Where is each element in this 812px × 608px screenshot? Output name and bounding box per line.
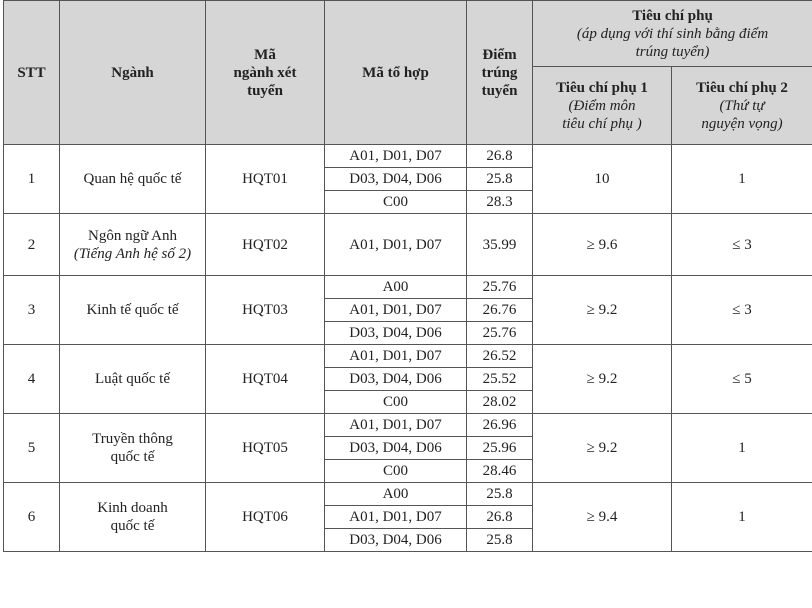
cell-tieu-chi-phu-1: ≥ 9.6: [533, 214, 672, 276]
cell-tieu-chi-phu-2: ≤ 3: [672, 276, 812, 345]
cell-diem: 28.3: [467, 191, 533, 214]
table-row: [4, 214, 812, 276]
table-row: [4, 483, 812, 506]
table-row: [4, 145, 812, 168]
cell-ma-to-hop: C00: [325, 391, 467, 414]
header-ma-to-hop: Mã tổ hợp: [325, 1, 467, 145]
cell-tieu-chi-phu-1: ≥ 9.2: [533, 345, 672, 414]
table-row: [4, 345, 812, 368]
cell-nganh: Ngôn ngữ Anh (Tiếng Anh hệ số 2): [60, 214, 206, 276]
table-body: [4, 145, 812, 552]
cell-tieu-chi-phu-1: ≥ 9.2: [533, 414, 672, 483]
cell-nganh: Kinh doanh quốc tế: [60, 483, 206, 552]
cell-ma-to-hop: C00: [325, 460, 467, 483]
cell-ma-to-hop: A00: [325, 276, 467, 299]
cell-stt: 6: [4, 483, 60, 552]
cell-tieu-chi-phu-1: ≥ 9.4: [533, 483, 672, 552]
cell-tieu-chi-phu-2: 1: [672, 145, 812, 214]
header-tieu-chi-phu-1: Tiêu chí phụ 1 (Điểm môn tiêu chí phụ ): [533, 67, 672, 145]
cell-ma-to-hop: D03, D04, D06: [325, 368, 467, 391]
cell-ma-to-hop: A01, D01, D07: [325, 145, 467, 168]
cell-ma-to-hop: A01, D01, D07: [325, 345, 467, 368]
cell-tieu-chi-phu-2: ≤ 3: [672, 214, 812, 276]
cell-diem: 35.99: [467, 214, 533, 276]
table-row: [4, 414, 812, 437]
cell-tieu-chi-phu-2: ≤ 5: [672, 345, 812, 414]
cell-nganh: Kinh tế quốc tế: [60, 276, 206, 345]
admission-score-table: [3, 0, 812, 552]
cell-ma-to-hop: D03, D04, D06: [325, 322, 467, 345]
cell-stt: 2: [4, 214, 60, 276]
cell-ma-to-hop: A01, D01, D07: [325, 506, 467, 529]
cell-diem: 25.76: [467, 276, 533, 299]
header-stt: STT: [4, 1, 60, 145]
cell-nganh: Truyền thông quốc tế: [60, 414, 206, 483]
cell-diem: 25.8: [467, 529, 533, 552]
cell-ma-nganh: HQT05: [206, 414, 325, 483]
cell-ma-nganh: HQT02: [206, 214, 325, 276]
header-ma-nganh: Mã ngành xét tuyển: [206, 1, 325, 145]
cell-ma-nganh: HQT03: [206, 276, 325, 345]
cell-diem: 25.8: [467, 168, 533, 191]
cell-ma-nganh: HQT06: [206, 483, 325, 552]
cell-tieu-chi-phu-2: 1: [672, 483, 812, 552]
cell-ma-to-hop: A01, D01, D07: [325, 414, 467, 437]
cell-diem: 26.96: [467, 414, 533, 437]
cell-diem: 25.52: [467, 368, 533, 391]
cell-diem: 26.52: [467, 345, 533, 368]
cell-diem: 28.02: [467, 391, 533, 414]
cell-diem: 25.8: [467, 483, 533, 506]
cell-ma-to-hop: D03, D04, D06: [325, 168, 467, 191]
cell-ma-to-hop: A01, D01, D07: [325, 299, 467, 322]
table-header: [4, 1, 812, 145]
cell-diem: 26.8: [467, 506, 533, 529]
cell-ma-to-hop: A00: [325, 483, 467, 506]
cell-ma-nganh: HQT01: [206, 145, 325, 214]
cell-nganh: Luật quốc tế: [60, 345, 206, 414]
cell-nganh: Quan hệ quốc tế: [60, 145, 206, 214]
table-row: [4, 276, 812, 299]
cell-ma-to-hop: A01, D01, D07: [325, 214, 467, 276]
cell-stt: 3: [4, 276, 60, 345]
cell-ma-to-hop: D03, D04, D06: [325, 529, 467, 552]
cell-tieu-chi-phu-1: 10: [533, 145, 672, 214]
cell-diem: 25.96: [467, 437, 533, 460]
cell-stt: 1: [4, 145, 60, 214]
cell-diem: 26.8: [467, 145, 533, 168]
cell-diem: 28.46: [467, 460, 533, 483]
cell-stt: 5: [4, 414, 60, 483]
cell-ma-nganh: HQT04: [206, 345, 325, 414]
cell-ma-to-hop: D03, D04, D06: [325, 437, 467, 460]
cell-tieu-chi-phu-2: 1: [672, 414, 812, 483]
cell-tieu-chi-phu-1: ≥ 9.2: [533, 276, 672, 345]
cell-diem: 26.76: [467, 299, 533, 322]
cell-ma-to-hop: C00: [325, 191, 467, 214]
header-diem-trung-tuyen: Điểm trúng tuyển: [467, 1, 533, 145]
cell-stt: 4: [4, 345, 60, 414]
header-nganh: Ngành: [60, 1, 206, 145]
cell-diem: 25.76: [467, 322, 533, 345]
header-tieu-chi-phu-2: Tiêu chí phụ 2 (Thứ tự nguyện vọng): [672, 67, 812, 145]
header-tieu-chi-phu: Tiêu chí phụ (áp dụng với thí sinh bằng điểm trúng tuyển): [533, 1, 812, 67]
